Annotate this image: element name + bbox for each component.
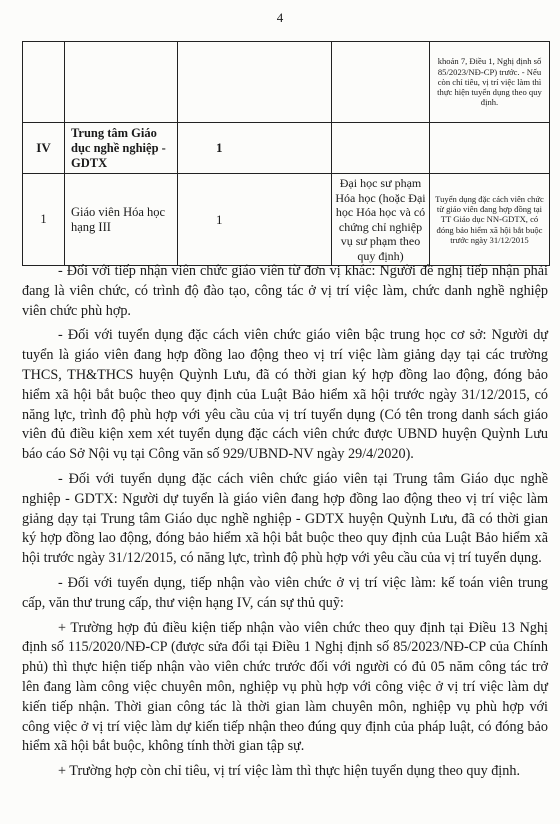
item-notes: Tuyển dụng đặc cách viên chức từ giáo viên đang hợp đồng tại TT Giáo dục NN-GDTX, có đóng bảo hiểm xã hội bắt buộc trước ngày 31/12/2015 <box>430 174 550 266</box>
item-name: Giáo viên Hóa học hạng III <box>65 174 178 266</box>
table-cell <box>23 42 65 123</box>
paragraph: - Đối với tuyển dụng, tiếp nhận vào viên chức ở vị trí việc làm: kế toán viên trung cấp, văn thư trung cấp, thư viện hạng IV, cán sự thủ quỹ: <box>22 574 548 611</box>
paragraph: + Trường hợp đủ điều kiện tiếp nhận vào viên chức theo quy định tại Điều 13 Nghị định số 115/2020/NĐ-CP (được sửa đổi tại Điều 1 Nghị định số 85/2023/NĐ-CP của Chính phủ) thì thực hiện tiếp nhận vào viên chức trước đối với người có đủ 05 năm công tác trở lên đang làm công việc chuyên môn, nghiệp vụ phù hợp với công việc ở vị trí việc làm dự kiến tiếp nhận. Thời gian công tác là thời gian làm chuyên môn, nghiệp vụ phù hợp với công việc ở vị trí việc làm dự kiến tiếp nhận theo đúng quy định của pháp luật, có đóng bảo hiểm xã hội bắt buộc, không tính thời gian tập sự. <box>22 619 548 755</box>
item-quantity: 1 <box>178 174 332 266</box>
table-cell <box>332 42 430 123</box>
paragraph: - Đối với tuyển dụng đặc cách viên chức giáo viên bậc trung học cơ sở: Người dự tuyển là giáo viên đang hợp đồng lao động theo vị trí việc làm giảng dạy tại các trường THCS, TH&THCS huyện Quỳnh Lưu, đã có thời gian ký hợp đồng lao động, đóng bảo hiểm xã hội bắt buộc theo quy định của Luật Bảo hiểm xã hội trước ngày 31/12/2015, có năng lực, trình độ phù hợp với yêu cầu của vị trí tuyển dụng (Có tên trong danh sách giáo viên đủ điều kiện xem xét tuyển dụng đặc cách viên chức được UBND huyện Quỳnh Lưu báo cáo Sở Nội vụ tại Công văn số 929/UBND-NV ngày 29/4/2020). <box>22 327 548 463</box>
recruitment-table <box>22 41 550 266</box>
paragraph: + Trường hợp còn chỉ tiêu, vị trí việc làm thì thực hiện tuyển dụng theo quy định. <box>58 763 520 780</box>
table-cell <box>332 123 430 174</box>
section-row <box>23 123 550 174</box>
table-cell <box>178 42 332 123</box>
item-qualification: Đại học sư phạm Hóa học (hoặc Đại học Hóa học và có chứng chỉ nghiệp vụ sư phạm theo quy định) <box>332 174 430 266</box>
paragraph: - Đối với tuyển dụng đặc cách viên chức giáo viên tại Trung tâm Giáo dục nghề nghiệp - GDTX: Người dự tuyển là giáo viên đang hợp đồng lao động theo vị trí việc làm giảng dạy tại Trung tâm Giáo dục nghề nghiệp - GDTX huyện Quỳnh Lưu, đã có thời gian ký hợp đồng lao động, đóng bảo hiểm xã hội bắt buộc theo quy định của Luật Bảo hiểm xã hội trước ngày 31/12/2015, có năng lực, trình độ phù hợp với yêu cầu của vị trí tuyển dụng. <box>22 470 548 567</box>
table-row <box>23 174 550 266</box>
table-cell <box>430 123 550 174</box>
page-number: 4 <box>276 10 284 25</box>
section-quantity: 1 <box>178 123 332 174</box>
section-number: IV <box>23 123 65 174</box>
item-number: 1 <box>23 174 65 266</box>
paragraph: - Đối với tiếp nhận viên chức giáo viên từ đơn vị khác: Người đề nghị tiếp nhận phải đang là viên chức, có trình độ đào tạo, công tác ở vị trí việc làm, chức danh nghề nghiệp viên chức phù hợp. <box>22 263 548 319</box>
table-cell <box>65 42 178 123</box>
section-name: Trung tâm Giáo dục nghề nghiệp - GDTX <box>65 123 178 174</box>
table-row <box>23 42 550 123</box>
body-text <box>22 262 548 787</box>
notes-cell: khoản 7, Điều 1, Nghị định số 85/2023/NĐ-CP) trước. - Nếu còn chỉ tiêu, vị trí việc làm thì thực hiện tuyển dụng theo quy định. <box>430 42 550 123</box>
